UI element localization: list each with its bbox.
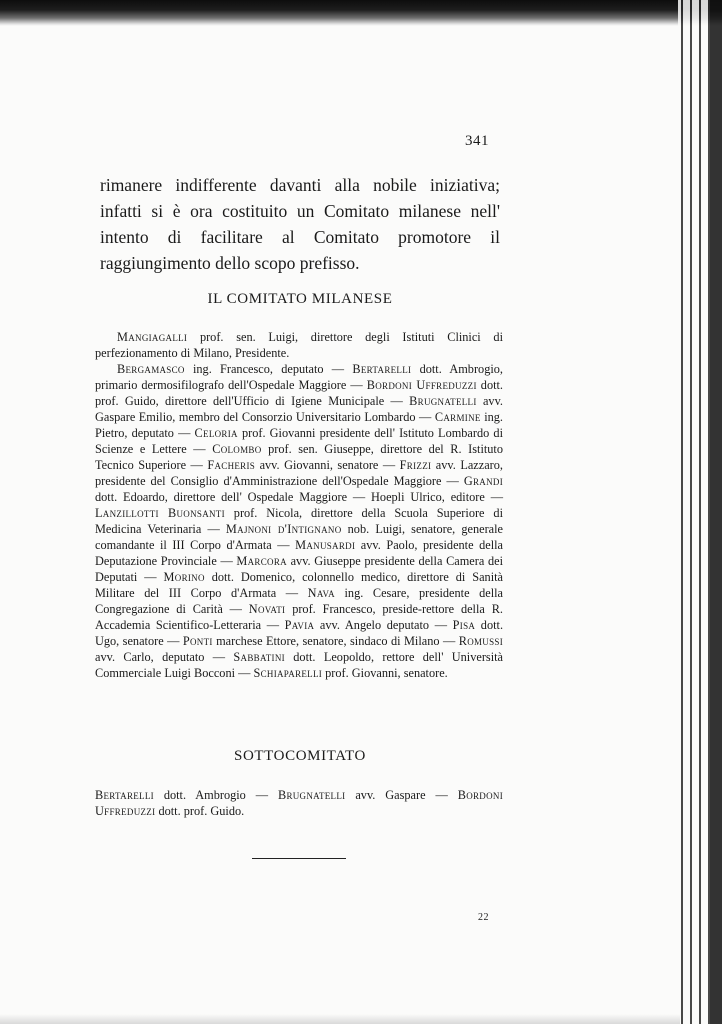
member-surname: Schiaparelli bbox=[253, 666, 323, 680]
member-surname: Bertarelli bbox=[352, 362, 412, 376]
member-description: avv. Gaspare Emilio, membro del Consorzio Universitario Lombardo — bbox=[95, 394, 503, 424]
member-description: avv. Giuseppe presidente della Camera dei Deputati — bbox=[95, 554, 503, 584]
member-description: prof. Nicola, direttore della Scuola Superiore di Medicina Veterinaria — bbox=[95, 506, 503, 536]
member-description: avv. Paolo, presidente della Deputazione Provinciale — bbox=[95, 538, 503, 568]
member-description: avv. Giovanni, senatore — bbox=[255, 458, 400, 472]
member-description: prof. Giovanni, senatore. bbox=[322, 666, 448, 680]
member-description: avv. Lazzaro, presidente del Consiglio d'Amministrazione dell'Ospedale Maggiore — bbox=[95, 458, 503, 488]
member-description: nob. Luigi, senatore, generale comandante il III Corpo d'Armata — bbox=[95, 522, 504, 552]
member-surname: Marcora bbox=[236, 554, 287, 568]
member-description: dott. Ambrogio — bbox=[153, 788, 278, 802]
scan-bottom-edge bbox=[0, 1014, 680, 1024]
member-description: prof. Francesco, preside-rettore della R. Accademia Scientifico-Letteraria — bbox=[95, 602, 503, 632]
member-surname: Bergamasco bbox=[117, 362, 185, 376]
member-description: ing. Pietro, deputato — bbox=[95, 410, 503, 440]
member-surname: Morino bbox=[163, 570, 205, 584]
scan-top-edge bbox=[0, 0, 722, 26]
section-title-sottocomitato: SOTTOCOMITATO bbox=[234, 748, 366, 764]
member-description: dott. Leopoldo, rettore dell' Università Commerciale Luigi Bocconi — bbox=[95, 650, 503, 680]
member-surname: Bordoni Uffreduzzi bbox=[366, 378, 477, 392]
member-description: dott. Domenico, colonnello medico, direttore di Sanità Militare del III Corpo d'Armata — bbox=[95, 570, 503, 600]
subcommittee-member-list bbox=[95, 787, 503, 819]
member-surname: Pisa bbox=[452, 618, 476, 632]
member-description: avv. Angelo deputato — bbox=[314, 618, 453, 632]
member-surname: Frizzi bbox=[399, 458, 432, 472]
member-surname: Brugnatelli bbox=[409, 394, 477, 408]
member-description: avv. Gaspare — bbox=[345, 788, 458, 802]
member-description: ing. Cesare, presidente della Congregazione di Carità — bbox=[95, 586, 504, 616]
member-surname: Brugnatelli bbox=[277, 788, 346, 802]
intro-paragraph: rimanere indifferente davanti alla nobile iniziativa; infatti si è ora costituito un Comitato milanese nell' intento di facilitare al Comitato promotore il raggiungimento dello scopo prefisso. bbox=[100, 175, 500, 273]
member-description: dott. prof. Guido. bbox=[155, 804, 245, 818]
member-paragraph bbox=[95, 361, 503, 681]
section-title-comitato-milanese: IL COMITATO MILANESE bbox=[207, 291, 393, 307]
member-surname: Pavia bbox=[284, 618, 315, 632]
member-surname: Lanzillotti Buonsanti bbox=[95, 506, 225, 520]
member-surname: Sabbatini bbox=[233, 650, 285, 664]
printer-signature-mark: 22 bbox=[478, 912, 489, 923]
member-surname: Novati bbox=[248, 602, 286, 616]
member-surname: Grandi bbox=[463, 474, 503, 488]
member-surname: Bertarelli bbox=[95, 788, 154, 802]
member-surname: Colombo bbox=[212, 442, 262, 456]
closing-rule bbox=[252, 858, 346, 859]
member-surname: Carmine bbox=[434, 410, 481, 424]
committee-member-list bbox=[95, 329, 503, 681]
member-surname: Manusardi bbox=[295, 538, 356, 552]
member-surname: Romussi bbox=[458, 634, 503, 648]
member-description: prof. Giovanni presidente dell' Istituto Lombardo di Scienze e Lettere — bbox=[95, 426, 503, 456]
member-paragraph bbox=[95, 787, 503, 819]
member-description: marchese Ettore, senatore, sindaco di Milano — bbox=[212, 634, 459, 648]
member-surname: Ponti bbox=[182, 634, 213, 648]
member-description: dott. Ambrogio, primario dermosifilografo dell'Ospedale Maggiore — bbox=[95, 362, 503, 392]
member-description: dott. prof. Guido, direttore dell'Ufficio di Igiene Municipale — bbox=[95, 378, 503, 408]
member-description: ing. Francesco, deputato — bbox=[184, 362, 353, 376]
member-description: prof. sen. Giuseppe, direttore del R. Istituto Tecnico Superiore — bbox=[95, 442, 503, 472]
member-surname: Celoria bbox=[194, 426, 238, 440]
book-binding-edge bbox=[678, 0, 722, 1024]
member-paragraph bbox=[95, 329, 503, 361]
page-number: 341 bbox=[465, 133, 489, 149]
member-description: avv. Carlo, deputato — bbox=[95, 650, 234, 664]
member-surname: Bordoni Uffreduzzi bbox=[95, 788, 503, 818]
member-description: prof. sen. Luigi, direttore degli Istituti Clinici di perfezionamento di Milano, Presidente. bbox=[95, 330, 503, 360]
member-surname: Nava bbox=[307, 586, 335, 600]
member-description: dott. Ugo, senatore — bbox=[95, 618, 504, 648]
member-surname: Facheris bbox=[207, 458, 256, 472]
member-description: dott. Edoardo, direttore dell' Ospedale Maggiore — Hoepli Ulrico, editore — bbox=[95, 490, 503, 504]
member-surname: Majnoni d'Intignano bbox=[225, 522, 342, 536]
member-surname: Mangiagalli bbox=[117, 330, 188, 344]
